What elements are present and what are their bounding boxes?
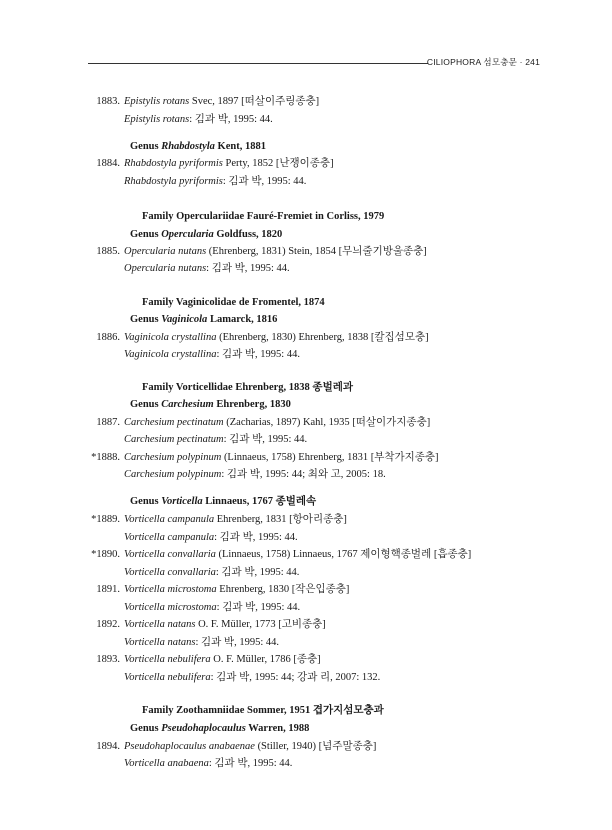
- species-authority: (Ehrenberg, 1831) Stein, 1854 [무늬줄기방울종충]: [206, 246, 427, 257]
- entry-number: 1891.: [96, 584, 120, 595]
- family-heading: [142, 381, 353, 394]
- family-title: Family Vaginicolidae de Fromentel, 1874: [142, 297, 325, 308]
- species-entry: [86, 583, 349, 596]
- species-authority: (Stiller, 1940) [넘주말종충]: [254, 741, 377, 752]
- species-entry: [86, 95, 319, 108]
- species-entry: [86, 740, 376, 753]
- genus-name: Vorticella: [161, 496, 203, 507]
- family-title: Family Vorticellidae Ehrenberg, 1838 종벌레과: [142, 382, 353, 393]
- citation-ref: : 김과 박, 1995: 44; 최와 고, 2005: 18.: [221, 469, 386, 480]
- citation-line: [124, 566, 299, 579]
- citation-line: [124, 601, 300, 614]
- species-authority: Ehrenberg, 1830 [작은입종충]: [216, 584, 350, 595]
- citation-line: [124, 757, 292, 770]
- species-name: Vorticella nebulifera: [124, 654, 211, 665]
- species-entry: [86, 331, 429, 344]
- citation-line: [124, 113, 273, 126]
- entry-text: [124, 158, 334, 169]
- citation-ref: : 김과 박, 1995: 44.: [195, 637, 279, 648]
- genus-name: Vaginicola: [161, 314, 208, 325]
- family-title: Family Zoothamniidae Sommer, 1951 겹가지섬모충과: [142, 705, 384, 716]
- citation-name: Opercularia nutans: [124, 263, 207, 274]
- citation-line: [124, 531, 298, 544]
- genus-heading: [130, 313, 277, 326]
- entry-text: [124, 246, 427, 257]
- entry-text: [124, 619, 326, 630]
- citation-line: [124, 175, 306, 188]
- entry-number: 1884.: [96, 158, 120, 169]
- citation-ref: : 김과 박, 1995: 44.: [189, 114, 273, 125]
- genus-name: Opercularia: [161, 229, 214, 240]
- species-name: Pseudohaplocaulus anabaenae: [124, 741, 255, 752]
- citation-name: Vorticella anabaena: [124, 758, 209, 769]
- citation-line: [124, 636, 279, 649]
- genus-authority: Ehrenberg, 1830: [213, 399, 291, 410]
- genus-name: Rhabdostyla: [161, 141, 215, 152]
- running-header: [88, 56, 548, 70]
- species-name: Vorticella microstoma: [124, 584, 217, 595]
- citation-name: Vorticella campanula: [124, 532, 215, 543]
- citation-ref: : 김과 박, 1995: 44.: [216, 602, 301, 613]
- species-entry: [86, 653, 321, 666]
- species-authority: (Zacharias, 1897) Kahl, 1935 [떠살이가지종충]: [223, 417, 431, 428]
- species-authority: (Linnaeus, 1758) Linnaeus, 1767 제이형핵종벌레 [흡종충]: [215, 549, 472, 560]
- entry-text: [124, 654, 321, 665]
- citation-ref: : 김과 박, 1995: 44.: [216, 349, 300, 360]
- citation-ref: : 김과 박, 1995: 44.: [223, 434, 308, 445]
- species-authority: (Ehrenberg, 1830) Ehrenberg, 1838 [칼집섬모충]: [216, 332, 429, 343]
- species-name: Opercularia nutans: [124, 246, 207, 257]
- species-name: Vaginicola crystallina: [124, 332, 217, 343]
- genus-label: Genus: [130, 141, 162, 152]
- entry-number: *1889.: [91, 514, 120, 525]
- species-entry: [86, 157, 334, 170]
- genus-authority: Lamarck, 1816: [207, 314, 278, 325]
- citation-ref: : 김과 박, 1995: 44.: [222, 176, 307, 187]
- entry-number: 1887.: [96, 417, 120, 428]
- species-authority: O. F. Müller, 1786 [종충]: [210, 654, 321, 665]
- citation-name: Vorticella microstoma: [124, 602, 217, 613]
- genus-heading: [130, 722, 309, 735]
- entry-text: [124, 452, 439, 463]
- citation-name: Vorticella nebulifera: [124, 672, 211, 683]
- citation-line: [124, 671, 380, 684]
- entry-number: 1894.: [96, 741, 120, 752]
- species-entry: [86, 416, 430, 429]
- entry-number: *1890.: [91, 549, 120, 560]
- family-heading: [142, 210, 384, 223]
- genus-authority: Kent, 1881: [214, 141, 266, 152]
- family-heading: [142, 296, 325, 309]
- entry-text: [124, 332, 429, 343]
- species-name: Rhabdostyla pyriformis: [124, 158, 223, 169]
- citation-ref: : 김과 박, 1995: 44.: [214, 532, 298, 543]
- entry-text: [124, 549, 471, 560]
- species-entry: [86, 548, 471, 561]
- species-name: Vorticella campanula: [124, 514, 215, 525]
- citation-name: Carchesium pectinatum: [124, 434, 224, 445]
- citation-line: [124, 468, 386, 481]
- genus-label: Genus: [130, 496, 162, 507]
- species-entry: [86, 513, 347, 526]
- header-rule: [88, 63, 428, 64]
- entry-text: [124, 514, 347, 525]
- entry-number: 1885.: [96, 246, 120, 257]
- entry-text: [124, 741, 376, 752]
- genus-heading: [130, 140, 266, 153]
- entry-text: [124, 584, 349, 595]
- citation-ref: : 김과 박, 1995: 44.: [206, 263, 290, 274]
- citation-ref: : 김과 박, 1995: 44.: [208, 758, 293, 769]
- citation-line: [124, 348, 300, 361]
- entry-number: 1893.: [96, 654, 120, 665]
- genus-heading: [130, 228, 282, 241]
- running-title: CILIOPHORA 섬모충문 · 241: [426, 57, 540, 67]
- citation-ref: : 김과 박, 1995: 44; 강과 리, 2007: 132.: [210, 672, 381, 683]
- species-name: Vorticella natans: [124, 619, 196, 630]
- entry-text: [124, 96, 319, 107]
- species-authority: (Linnaeus, 1758) Ehrenberg, 1831 [부착가지종충]: [221, 452, 439, 463]
- species-entry: [86, 618, 326, 631]
- citation-name: Epistylis rotans: [124, 114, 190, 125]
- genus-label: Genus: [130, 399, 162, 410]
- species-authority: O. F. Müller, 1773 [고비종충]: [195, 619, 326, 630]
- species-name: Vorticella convallaria: [124, 549, 216, 560]
- species-entry: [86, 451, 439, 464]
- genus-name: Carchesium: [161, 399, 214, 410]
- citation-line: [124, 262, 290, 275]
- genus-authority: Warren, 1988: [245, 723, 310, 734]
- species-entry: [86, 245, 427, 258]
- citation-name: Rhabdostyla pyriformis: [124, 176, 223, 187]
- genus-label: Genus: [130, 723, 162, 734]
- genus-label: Genus: [130, 229, 162, 240]
- citation-name: Vorticella natans: [124, 637, 196, 648]
- species-authority: Ehrenberg, 1831 [항아리종충]: [214, 514, 347, 525]
- genus-authority: Linnaeus, 1767 종벌레속: [202, 496, 317, 507]
- genus-name: Pseudohaplocaulus: [161, 723, 246, 734]
- species-authority: Svec, 1897 [떠살이주링종충]: [189, 96, 320, 107]
- genus-heading: [130, 398, 291, 411]
- citation-line: [124, 433, 307, 446]
- genus-label: Genus: [130, 314, 162, 325]
- citation-ref: : 김과 박, 1995: 44.: [215, 567, 300, 578]
- entry-number: 1886.: [96, 332, 120, 343]
- entry-number: 1883.: [96, 96, 120, 107]
- species-authority: Perty, 1852 [난쟁이종충]: [222, 158, 334, 169]
- family-heading: [142, 704, 384, 717]
- citation-name: Vaginicola crystallina: [124, 349, 217, 360]
- citation-name: Vorticella convallaria: [124, 567, 216, 578]
- genus-heading: [130, 495, 316, 508]
- species-name: Carchesium pectinatum: [124, 417, 224, 428]
- entry-text: [124, 417, 430, 428]
- citation-name: Carchesium polypinum: [124, 469, 222, 480]
- species-name: Carchesium polypinum: [124, 452, 222, 463]
- entry-number: 1892.: [96, 619, 120, 630]
- entry-number: *1888.: [91, 452, 120, 463]
- family-title: Family Operculariidae Fauré-Fremiet in Corliss, 1979: [142, 211, 385, 222]
- species-name: Epistylis rotans: [124, 96, 190, 107]
- genus-authority: Goldfuss, 1820: [213, 229, 283, 240]
